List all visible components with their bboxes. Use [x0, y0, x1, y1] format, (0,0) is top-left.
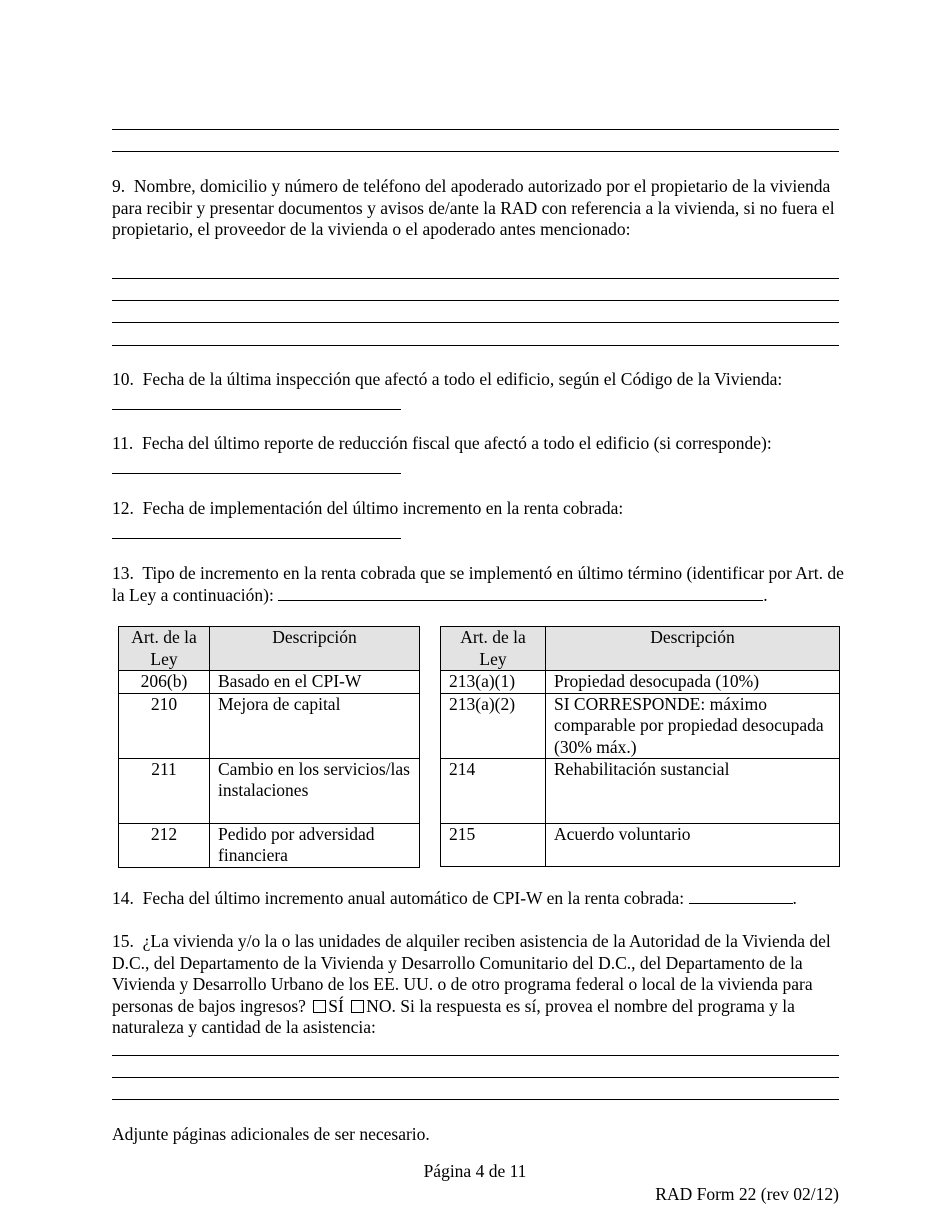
question-9: [112, 176, 844, 241]
question-text: Fecha de implementación del último incremento en la renta cobrada:: [142, 498, 624, 518]
question-13: [112, 563, 844, 606]
art-cell: 214: [441, 759, 546, 824]
question-text: ¿La vivienda y/o la o las unidades de alquiler reciben asistencia de la Autoridad de la Vivienda del D.C., del Departamento de la Vivienda y Desarrollo Comunitario del D.C., del Departamento de la Vivienda y Desarrollo Urbano de los EE. UU. o de otro programa federal o local de la vivienda para personas de bajos ingresos?: [112, 931, 831, 1016]
art-cell: 213(a)(1): [441, 671, 546, 694]
question-14: [112, 888, 844, 910]
art-cell: 210: [119, 693, 210, 758]
art-cell: 215: [441, 824, 546, 867]
period: .: [763, 584, 768, 605]
date-line[interactable]: [112, 409, 401, 410]
desc-cell: Cambio en los servicios/las instalaciones: [210, 758, 420, 823]
table-row: [441, 824, 840, 867]
column-header-art: Art. de la Ley: [119, 627, 210, 671]
attach-note: Adjunte páginas adicionales de ser necesario.: [112, 1124, 430, 1144]
answer-line[interactable]: [112, 1099, 839, 1100]
desc-cell: Propiedad desocupada (10%): [546, 671, 840, 694]
question-number: 11.: [112, 433, 134, 453]
answer-line[interactable]: [112, 129, 839, 130]
no-label: NO.: [366, 995, 396, 1016]
question-15: [112, 931, 844, 1039]
desc-cell: SI CORRESPONDE: máximo comparable por propiedad desocupada (30% máx.): [546, 693, 840, 759]
question-text: Fecha del último reporte de reducción fiscal que afectó a todo el edificio (si corresponde):: [141, 433, 772, 453]
yes-label: SÍ: [328, 995, 344, 1016]
date-line[interactable]: [112, 473, 401, 474]
no-checkbox[interactable]: [351, 1000, 364, 1013]
form-id: RAD Form 22 (rev 02/12): [655, 1184, 839, 1204]
question-12: [112, 498, 844, 520]
question-text: Tipo de incremento en la renta cobrada que se implementó en último término (identificar por Art. de la Ley a continuación):: [112, 563, 844, 605]
question-number: 15.: [112, 931, 134, 951]
question-text: Fecha del último incremento anual automático de CPI-W en la renta cobrada:: [142, 888, 685, 908]
cpi-date-line[interactable]: [689, 888, 793, 904]
table-row: [119, 823, 420, 867]
answer-line[interactable]: [112, 278, 839, 279]
desc-cell: Mejora de capital: [210, 693, 420, 758]
question-text: Nombre, domicilio y número de teléfono del apoderado autorizado por el propietario de la vivienda para recibir y presentar documentos y avisos de/ante la RAD con referencia a la vivienda, si no fuera el propietario, el proveedor de la vivienda o el apoderado antes mencionado:: [112, 176, 835, 239]
question-number: 14.: [112, 888, 134, 908]
table-row: [119, 671, 420, 694]
date-line[interactable]: [112, 538, 401, 539]
desc-cell: Pedido por adversidad financiera: [210, 823, 420, 867]
answer-line[interactable]: [112, 300, 839, 301]
column-header-desc: Descripción: [210, 627, 420, 671]
desc-cell: Acuerdo voluntario: [546, 824, 840, 867]
table-row: [441, 671, 840, 694]
answer-line[interactable]: [112, 345, 839, 346]
question-number: 9.: [112, 176, 126, 196]
art-cell: 211: [119, 758, 210, 823]
answer-line[interactable]: [112, 1055, 839, 1056]
question-number: 13.: [112, 563, 134, 583]
period: .: [792, 888, 797, 908]
question-number: 12.: [112, 498, 134, 518]
articles-table-left: [118, 626, 420, 868]
answer-line[interactable]: [112, 151, 839, 152]
art-answer-line[interactable]: [278, 585, 763, 601]
answer-line[interactable]: [112, 1077, 839, 1078]
question-11: [112, 433, 844, 455]
column-header-art: Art. de la Ley: [441, 627, 546, 671]
question-number: 10.: [112, 369, 134, 389]
answer-line[interactable]: [112, 322, 839, 323]
desc-cell: Basado en el CPI-W: [210, 671, 420, 694]
table-row: [441, 759, 840, 824]
question-text-followup: Si la respuesta es sí, provea el nombre del programa y la naturaleza y cantidad de la asistencia:: [112, 995, 795, 1037]
art-cell: 212: [119, 823, 210, 867]
column-header-desc: Descripción: [546, 627, 840, 671]
art-cell: 206(b): [119, 671, 210, 694]
table-row: [119, 758, 420, 823]
table-row: [119, 693, 420, 758]
table-row: [441, 693, 840, 759]
art-cell: 213(a)(2): [441, 693, 546, 759]
question-text: Fecha de la última inspección que afectó a todo el edificio, según el Código de la Vivienda:: [142, 369, 783, 389]
desc-cell: Rehabilitación sustancial: [546, 759, 840, 824]
question-10: [112, 369, 844, 391]
yes-checkbox[interactable]: [313, 1000, 326, 1013]
page-number: Página 4 de 11: [423, 1161, 527, 1181]
articles-table-right: [440, 626, 840, 867]
